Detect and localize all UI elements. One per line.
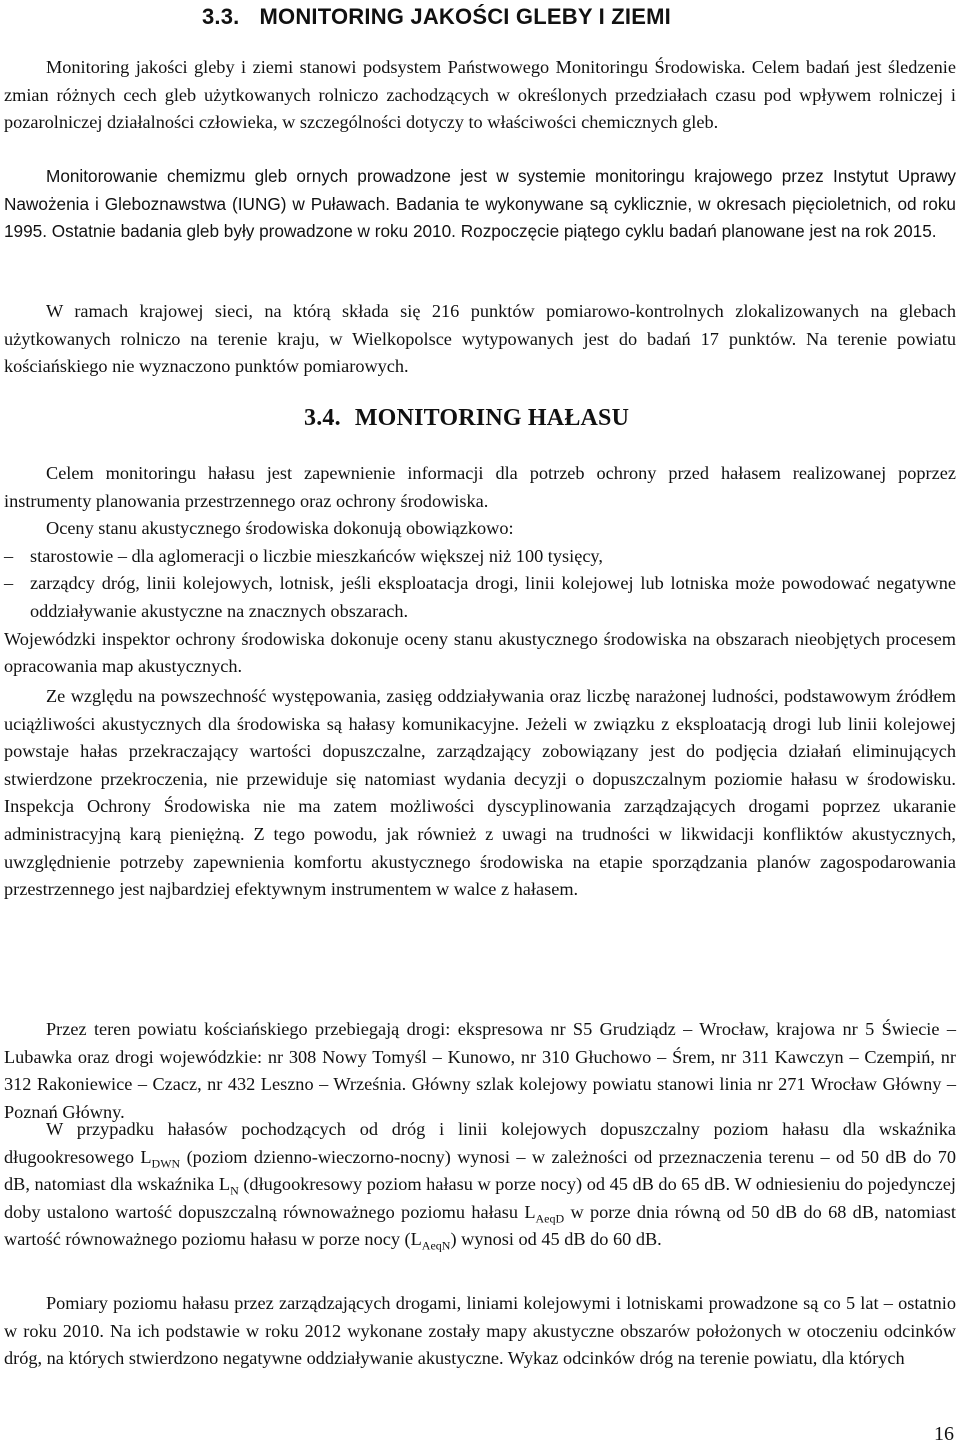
paragraph-text: (poziom dzienno-wieczorno-nocny) wynosi – w zależności od przeznaczenia terenu – od 50 dB do 70 dB, natomiast dla wskaźnika L	[4, 1146, 957, 1195]
paragraph	[4, 54, 956, 137]
subscript: AeqN	[421, 1239, 451, 1254]
noise-limits-paragraph	[4, 1116, 956, 1254]
dash-bullet: –	[4, 573, 14, 594]
subscript: N	[230, 1183, 239, 1198]
paragraph: Przez teren powiatu kościańskiego przebiegają drogi: ekspresowa nr S5 Grudziądz – Wrocław, krajowa nr 5 Świecie – Lubawka oraz drogi wojewódzkie: nr 308 Nowy Tomyśl – Kunowo, nr 310 Głuchowo – Śrem, nr 311 Kawczyn – Czempiń, nr 312 Rakoniewice – Czacz, nr 432 Leszno – Września. Główny szlak kolejowy powiatu stanowi linia nr 271 Wrocław Główny – Poznań Główny.	[4, 1019, 956, 1122]
paragraph-text: W przypadku hałasów pochodzących od dróg i linii kolejowych dopuszczalny poziom hałasu dla wskaźnika długookresowego L	[4, 1119, 956, 1167]
section-title: MONITORING JAKOŚCI GLEBY I ZIEMI	[259, 4, 671, 29]
section-number: 3.3.	[202, 4, 240, 29]
paragraph-text: Monitoring jakości gleby i ziemi stanowi podsystem Państwowego Monitoringu Środowiska.	[46, 57, 746, 77]
paragraph: Wojewódzki inspektor ochrony środowiska dokonuje oceny stanu akustycznego środowiska na obszarach nieobjętych procesem opracowania map akustycznych.	[4, 628, 956, 677]
paragraph-text: (długookresowy poziom hałasu w porze nocy) od 45 dB do 65 dB. W odniesieniu do pojedynczej doby ustalono wartość dopuszczalną równoważnego poziomu hałasu L	[4, 1174, 956, 1222]
list-item-text: starostowie – dla aglomeracji o liczbie mieszkańców większej niż 100 tysięcy,	[30, 545, 603, 566]
paragraph: Celem monitoringu hałasu jest zapewnienie informacji dla potrzeb ochrony przed hałasem realizowanej poprzez instrumenty planowania przestrzennego oraz ochrony środowiska.	[4, 463, 956, 511]
measurements-paragraph	[4, 1290, 956, 1373]
list-item	[4, 570, 956, 625]
page-number: 16	[934, 1423, 954, 1445]
noise-sources-paragraph	[4, 683, 956, 904]
subscript: AeqD	[535, 1211, 565, 1226]
dash-bullet: –	[4, 545, 14, 566]
section-heading-3-3	[202, 4, 671, 30]
list-item-text: zarządcy dróg, linii kolejowych, lotnisk, jeśli eksploatacja drogi, linii kolejowej lub lotniska może powodować negatywne oddziaływanie akustyczne na znacznych obszarach.	[30, 573, 956, 621]
soil-monitoring-intro	[4, 54, 956, 137]
paragraph	[4, 1116, 956, 1254]
roads-paragraph	[4, 1016, 956, 1126]
list-item	[4, 543, 956, 571]
section-heading-3-4	[304, 405, 629, 432]
subscript: DWN	[151, 1156, 181, 1171]
paragraph: Oceny stanu akustycznego środowiska dokonują obowiązkowo:	[46, 518, 514, 539]
noise-monitoring-body	[4, 460, 956, 681]
paragraph: Ze względu na powszechność występowania, zasięg oddziaływania oraz liczbę narażonej ludności, podstawowym źródłem uciążliwości akustycznych dla środowiska są hałasy komunikacyjne. Jeżeli w związku z eksploatacją drogi lub linii kolejowej powstaje hałas przekraczający wartości dopuszczalne, zarządzający zobowiązany jest do podjęcia działań eliminujących stwierdzone przekroczenia, nie przewiduje się natomiast wydania decyzji o dopuszczalnym poziomie hałasu w środowisku. Inspekcja Ochrony Środowiska nie ma zatem możliwości dyscyplinowania zarządzających drogami poprzez ukaranie administracyjną karą pieniężną. Z tego powodu, jak również z uwagi na trudności w likwidacji konfliktów akustycznych, uwzględnienie potrzeby zapewnienia komfortu akustycznego środowiska na etapie sporządzania planów zagospodarowania przestrzennego jest najbardziej efektywnym instrumentem w walce z hałasem.	[4, 686, 956, 900]
section-title: MONITORING HAŁASU	[354, 405, 630, 431]
soil-monitoring-network	[4, 298, 956, 381]
paragraph-text: ) wynosi od 45 dB do 60 dB.	[450, 1229, 662, 1250]
paragraph: Pomiary poziomu hałasu przez zarządzających drogami, liniami kolejowymi i lotniskami prowadzone są co 5 lat – ostatnio w roku 2010. Na ich podstawie w roku 2012 wykonane zostały mapy akustyczne obszarów położonych w otoczeniu odcinków dróg, na których stwierdzono negatywne oddziaływanie akustyczne. Wykaz odcinków dróg na terenie powiatu, dla których	[4, 1293, 956, 1369]
paragraph: Monitorowanie chemizmu gleb ornych prowadzone jest w systemie monitoringu krajowego przez Instytut Uprawy Nawożenia i Gleboznawstwa (IUNG) w Puławach. Badania te wykonywane są cyklicznie, w okresach pięcioletnich, od roku 1995. Ostatnie badania gleb były prowadzone w roku 2010. Rozpoczęcie piątego cyklu badań planowane jest na rok 2015.	[4, 166, 956, 242]
paragraph: W ramach krajowej sieci, na którą składa się 216 punktów pomiarowo-kontrolnych zlokalizowanych na glebach użytkowanych rolniczo na terenie kraju, w Wielkopolsce wytypowanych jest do badań 17 punktów. Na terenie powiatu kościańskiego nie wyznaczono punktów pomiarowych.	[4, 301, 956, 377]
paragraph-text: w porze dnia równą od 50 dB do 68 dB, natomiast wartość równoważnego poziomu hałasu w porze nocy (L	[4, 1201, 956, 1250]
paragraph-text: Celem badań jest śledzenie zmian różnych cech gleb użytkowanych rolniczo zachodzących w określonych przedziałach czasu pod wpływem rolniczej i pozarolniczej działalności człowieka, w szczególności dotyczy to właściwości chemicznych gleb.	[4, 57, 957, 133]
section-number: 3.4.	[304, 405, 341, 431]
soil-monitoring-chemistry	[4, 163, 956, 246]
